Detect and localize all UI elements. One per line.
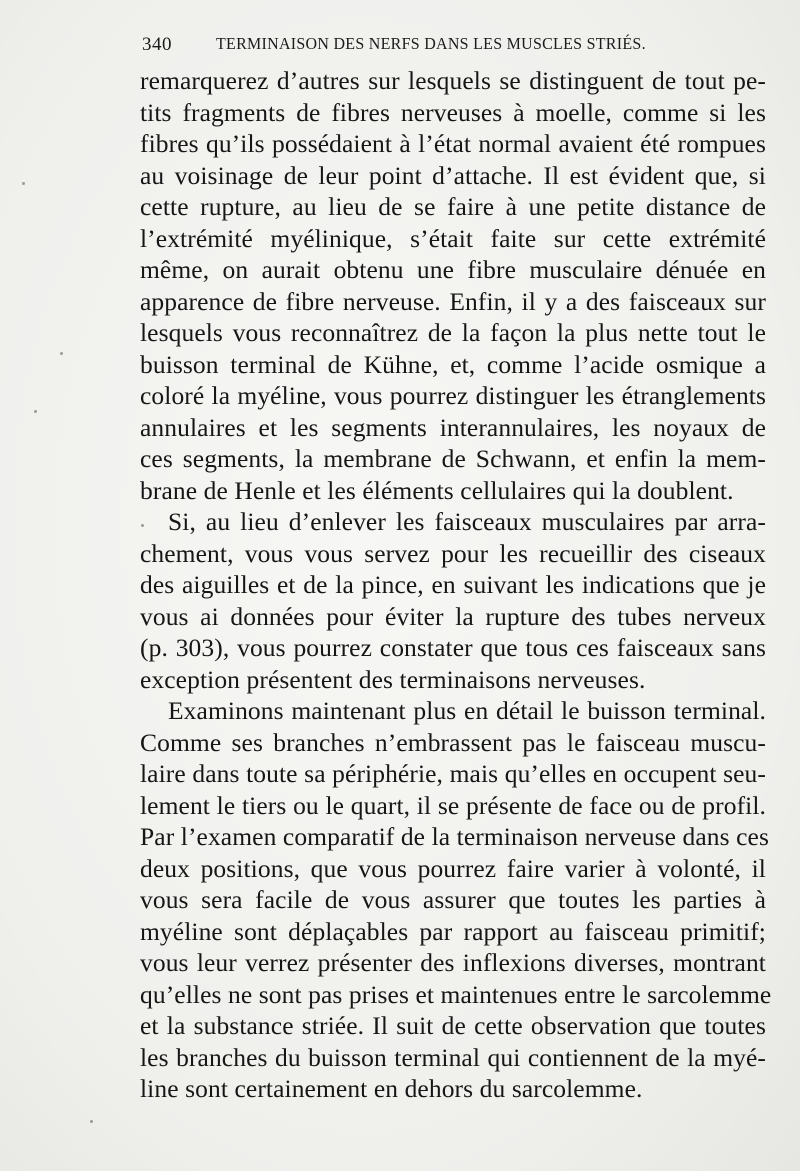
text-line: lement le tiers ou le quart, il se présente de face ou de profil.	[140, 790, 766, 820]
text-line: coloré la myéline, vous pourrez distinguer les étranglements	[140, 381, 766, 410]
text-line: tits fragments de fibres nerveuses à moelle, comme si les	[140, 97, 766, 127]
text-line: l’extrémité myélinique, s’était faite sur cette extrémité	[140, 223, 766, 253]
text-line: myéline sont déplaçables par rapport au faisceau primitif;	[140, 916, 766, 946]
text-line: cette rupture, au lieu de se faire à une petite distance de	[140, 192, 766, 221]
text-line: brane de Henle et les éléments cellulaires qui la doublent.	[140, 475, 734, 505]
text-line: des aiguilles et de la pince, en suivant les indications que je	[140, 570, 766, 599]
text-line: (p. 303), vous pourrez constater que tous ces faisceaux sans	[140, 633, 766, 662]
text-line: apparence de fibre nerveuse. Enfin, il y a des faisceaux sur	[140, 286, 766, 316]
text-line: Comme ses branches n’embrassent pas le faisceau muscu-	[140, 727, 766, 757]
scan-speck	[34, 410, 37, 413]
text-line: Examinons maintenant plus en détail le buisson terminal.	[168, 696, 766, 725]
paragraph-1	[140, 65, 766, 506]
scan-speck	[90, 1120, 93, 1123]
text-line: remarquerez d’autres sur lesquels se distinguent de tout pe-	[140, 66, 766, 95]
text-line: fibres qu’ils possédaient à l’état normal avaient été rompues	[140, 129, 766, 158]
scan-speck	[60, 352, 63, 355]
text-line: Par l’examen comparatif de la terminaison nerveuse dans ces	[140, 822, 769, 851]
text-line: ces segments, la membrane de Schwann, et enfin la mem-	[140, 444, 766, 473]
text-line: au voisinage de leur point d’attache. Il est évident que, si	[140, 160, 766, 190]
text-line: vous sera facile de vous assurer que toutes les parties à	[140, 885, 766, 914]
body-text	[140, 65, 772, 1105]
text-line: chement, vous vous servez pour les recueillir des ciseaux	[140, 538, 766, 568]
text-line: line sont certainement en dehors du sarcolemme.	[140, 1074, 643, 1103]
text-line: buisson terminal de Kühne, et, comme l’acide osmique a	[140, 349, 766, 379]
text-line: laire dans toute sa périphérie, mais qu’elles en occupent seu-	[140, 759, 766, 788]
text-line: qu’elles ne sont pas prises et maintenues entre le sarcolemme	[140, 979, 772, 1009]
page-number: 340	[142, 34, 172, 55]
text-line: Si, au lieu d’enlever les faisceaux musculaires par arra-	[168, 507, 766, 536]
text-line: lesquels vous reconnaîtrez de la façon la plus nette tout le	[140, 318, 766, 347]
paragraph-2	[140, 506, 766, 695]
scan-speck	[141, 524, 144, 527]
text-line: même, on aurait obtenu une fibre musculaire dénuée en	[140, 255, 766, 284]
paragraph-3	[140, 695, 772, 1105]
text-line: vous ai données pour éviter la rupture des tubes nerveux	[140, 601, 766, 631]
text-line: annulaires et les segments interannulaires, les noyaux de	[140, 412, 766, 442]
text-line: et la substance striée. Il suit de cette observation que toutes	[140, 1011, 766, 1040]
text-line: deux positions, que vous pourrez faire varier à volonté, il	[140, 853, 766, 883]
running-title: TERMINAISON DES NERFS DANS LES MUSCLES STRIÉS.	[216, 34, 646, 53]
text-line: vous leur verrez présenter des inflexions diverses, montrant	[140, 948, 766, 977]
text-line: exception présentent des terminaisons nerveuses.	[140, 664, 646, 694]
scan-speck	[22, 182, 25, 185]
page-header	[142, 28, 762, 64]
text-line: les branches du buisson terminal qui contiennent de la myé-	[140, 1042, 766, 1072]
